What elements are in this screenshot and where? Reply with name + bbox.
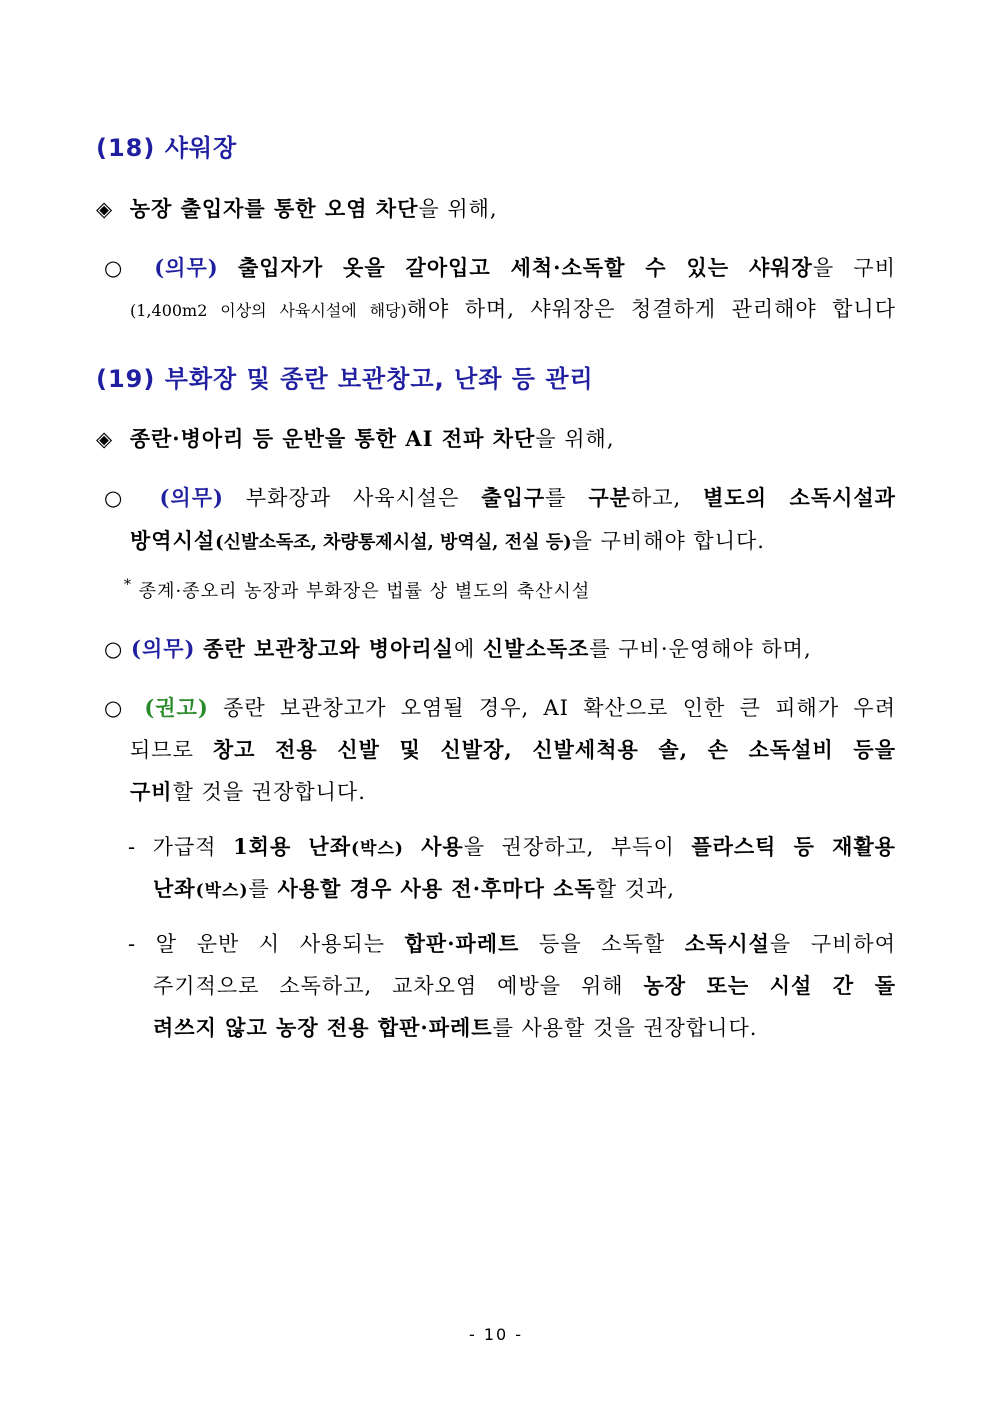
asterisk-icon: * [124,577,132,593]
section-19-dash2-line2: 주기적으로 소독하고, 교차오염 예방을 위해 농장 또는 시설 간 돌 [153,973,896,998]
circle-bullet-icon: ○ [104,486,138,510]
duty-tag: (의무) [159,485,224,510]
dash-bullet: - [128,835,137,859]
section-19-dash1-line1: - 가급적 1회용 난좌(박스) 사용을 권장하고, 부득이 플라스틱 등 재활용 [128,834,896,859]
duty-tag: (의무) [154,255,219,280]
section-18-item-line1: ○ (의무) 출입자가 옷을 갈아입고 세척·소독할 수 있는 샤워장을 구비 [104,255,896,280]
circle-bullet-icon: ○ [104,637,124,661]
section-18-heading: (18) 샤워장 [96,134,238,162]
section-19-dash1-line2: 난좌(박스)를 사용할 경우 사용 전·후마다 소독할 것과, [153,876,675,901]
section-19-item1-note: * 종계·종오리 농장과 부화장은 법률 상 별도의 축산시설 [124,577,591,602]
page-number: - 10 - [468,1325,524,1344]
recommend-tag: (권고) [144,695,209,720]
section-19-item2-line1: ○ (의무) 종란 보관창고와 병아리실에 신발소독조를 구비·운영해야 하며, [104,636,812,661]
dash-bullet: - [128,932,137,956]
duty-tag: (의무) [131,636,196,661]
diamond-bullet-icon: ◈ [96,427,114,451]
section-19-item3-line1: ○ (권고) 종란 보관창고가 오염될 경우, AI 확산으로 인한 큰 피해가 우려 [104,695,896,720]
section-19-item1-line1: ○ (의무) 부화장과 사육시설은 출입구를 구분하고, 별도의 소독시설과 [104,485,896,510]
section-19-item3-line2: 되므로 창고 전용 신발 및 신발장, 신발세척용 솔, 손 소독설비 등을 [130,737,896,762]
section-19-heading: (19) 부화장 및 종란 보관창고, 난좌 등 관리 [96,365,594,393]
diamond-bullet-icon: ◈ [96,197,114,221]
section-18-item-line2: (1,400m2 이상의 사육시설에 해당)해야 하며, 샤워장은 청결하게 관리해야 합니다 [130,297,896,321]
section-19-dash2-line3: 려쓰지 않고 농장 전용 합판·파레트를 사용할 것을 권장합니다. [153,1015,758,1040]
circle-bullet-icon: ○ [104,696,130,720]
circle-bullet-icon: ○ [104,256,135,280]
section-18-lead: ◈ 농장 출입자를 통한 오염 차단을 위해, [96,196,498,221]
section-19-lead: ◈ 종란·병아리 등 운반을 통한 AI 전파 차단을 위해, [96,426,615,451]
section-19-item1-line2: 방역시설(신발소독조, 차량통제시설, 방역실, 전실 등)을 구비해야 합니다. [130,528,765,553]
section-19-dash2-line1: - 알 운반 시 사용되는 합판·파레트 등을 소독할 소독시설을 구비하여 [128,931,896,956]
section-19-item3-line3: 구비할 것을 권장합니다. [130,779,366,804]
